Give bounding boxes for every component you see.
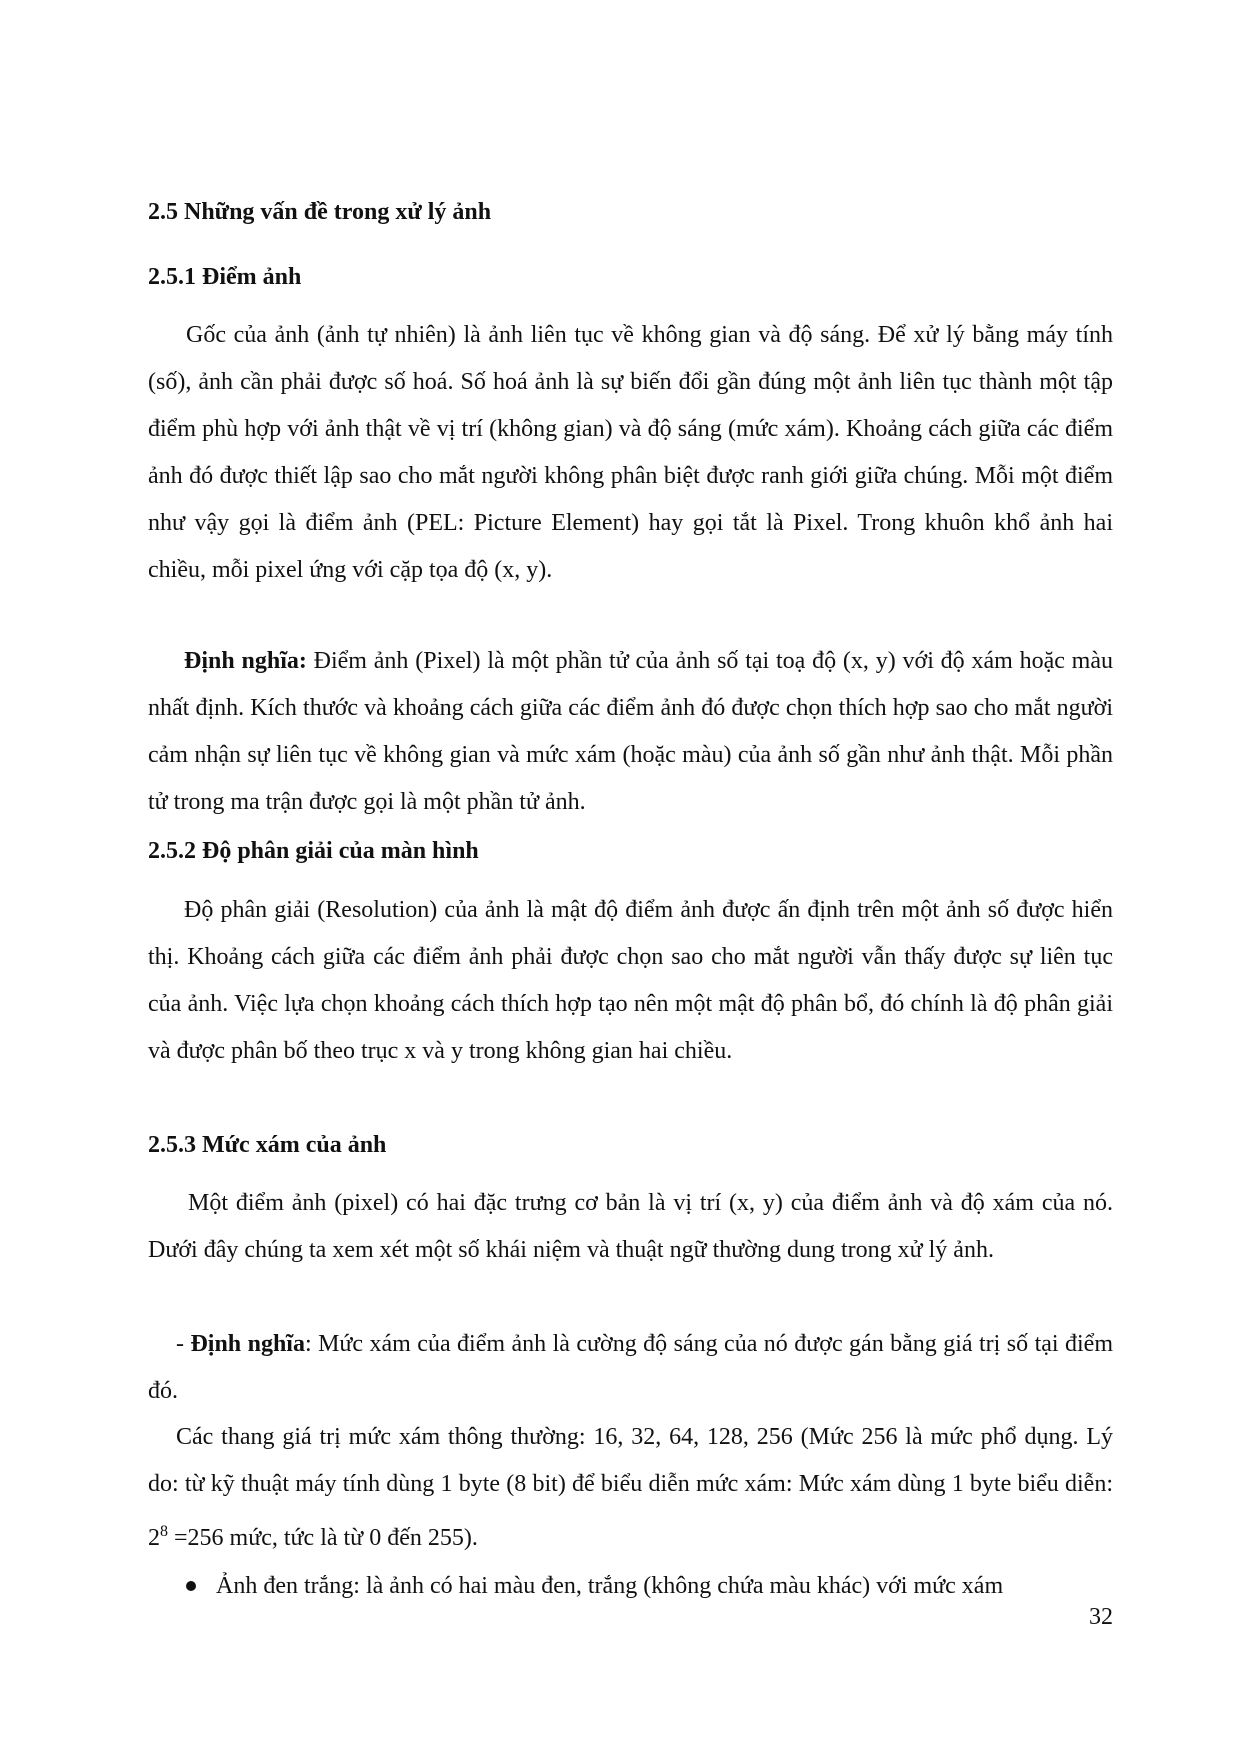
grayscale-scale-paragraph xyxy=(148,1414,1113,1562)
bullet-icon xyxy=(186,1581,196,1591)
section-heading: 2.5 Những vấn đề trong xử lý ảnh xyxy=(148,199,492,225)
grayscale-paragraph: Một điểm ảnh (pixel) có hai đặc trưng cơ bản là vị trí (x, y) của điểm ảnh và độ xám của nó. Dưới đây chúng ta xem xét một số khái niệm và thuật ngữ thường dung trong xử lý ảnh. xyxy=(148,1190,1113,1263)
pixel-definition-paragraph xyxy=(148,638,1113,826)
grayscale-definition-paragraph xyxy=(148,1321,1113,1415)
definition-text: Điểm ảnh (Pixel) là một phần tử của ảnh số tại toạ độ (x, y) với độ xám hoặc màu nhất định. Kích thước và khoảng cách giữa các điểm ảnh đó được chọn thích hợp sao cho mắt người cảm nhận sự liên tục về không gian và mức xám (hoặc màu) của ảnh số gần như ảnh thật. Mỗi phần tử trong ma trận được gọi là một phần tử ảnh. xyxy=(148,648,1113,815)
definition-label: Định nghĩa xyxy=(190,1331,305,1357)
subsection-heading-grayscale: 2.5.3 Mức xám của ảnh xyxy=(148,1132,387,1158)
page-number: 32 xyxy=(1089,1604,1113,1630)
definition-prefix: - xyxy=(176,1331,191,1357)
scale-exponent: 8 xyxy=(160,1523,168,1540)
definition-label: Định nghĩa: xyxy=(184,648,307,674)
subsection-heading-resolution: 2.5.2 Độ phân giải của màn hình xyxy=(148,838,479,864)
resolution-paragraph: Độ phân giải (Resolution) của ảnh là mật độ điểm ảnh được ấn định trên một ảnh số được hiển thị. Khoảng cách giữa các điểm ảnh phải được chọn sao cho mắt người vẫn thấy được sự liên tục của ảnh. Việc lựa chọn khoảng cách thích hợp tạo nên một mật độ phân bổ, đó chính là độ phân giải và được phân bố theo trục x và y trong không gian hai chiều. xyxy=(148,897,1113,1064)
bullet-item: Ảnh đen trắng: là ảnh có hai màu đen, trắng (không chứa màu khác) với mức xám xyxy=(216,1573,1004,1599)
subsection-heading-pixel: 2.5.1 Điểm ảnh xyxy=(148,264,302,290)
scale-text: Các thang giá trị mức xám thông thường: 16, 32, 64, 128, 256 (Mức 256 là mức phổ dụng. Lý do: từ kỹ thuật máy tính dùng 1 byte (8 bit) để biểu diễn mức xám: Mức xám dùng 1 byte biểu diễn: 2 xyxy=(148,1424,1113,1551)
definition-text: : Mức xám của điểm ảnh là cường độ sáng của nó được gán bằng giá trị số tại điểm đó. xyxy=(148,1331,1114,1404)
pixel-paragraph: Gốc của ảnh (ảnh tự nhiên) là ảnh liên tục về không gian và độ sáng. Để xử lý bằng máy tính (số), ảnh cần phải được số hoá. Số hoá ảnh là sự biến đổi gần đúng một ảnh liên tục thành một tập điểm phù hợp với ảnh thật về vị trí (không gian) và độ sáng (mức xám). Khoảng cách giữa các điểm ảnh đó được thiết lập sao cho mắt người không phân biệt được ranh giới giữa chúng. Mỗi một điểm như vậy gọi là điểm ảnh (PEL: Picture Element) hay gọi tắt là Pixel. Trong khuôn khổ ảnh hai chiều, mỗi pixel ứng với cặp tọa độ (x, y). xyxy=(148,322,1113,583)
scale-text-end: =256 mức, tức là từ 0 đến 255). xyxy=(168,1525,478,1551)
